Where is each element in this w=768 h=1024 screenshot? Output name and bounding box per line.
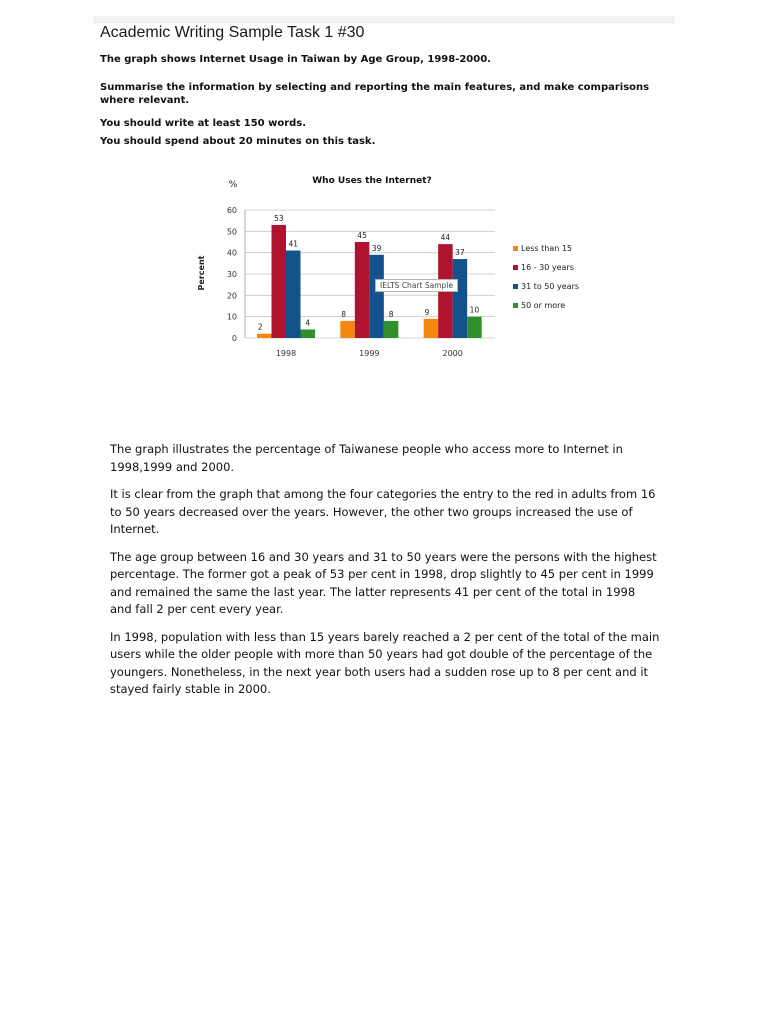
y-tick-label: 40 — [226, 248, 237, 258]
bar — [340, 321, 355, 338]
legend-label: 50 or more — [521, 301, 566, 310]
watermark-label: IELTS Chart Sample — [375, 279, 458, 292]
y-tick-label: 30 — [226, 270, 237, 279]
essay-paragraph: It is clear from the graph that among the four categories the entry to the red in adults from 16 to 50 years decreased over the years. However, the other two groups increased the use of Internet. — [110, 487, 656, 536]
bar — [369, 255, 384, 338]
task-instruction: Summarise the information by selecting and reporting the main features, and make comparisons where relevant. — [100, 82, 650, 106]
y-tick-label: 60 — [226, 206, 237, 215]
y-tick-label: 0 — [231, 334, 237, 343]
bar — [257, 334, 272, 338]
data-label: 44 — [440, 233, 451, 243]
data-label: 10 — [469, 305, 480, 315]
bar — [424, 319, 439, 338]
chart-unit-label: % — [228, 180, 238, 190]
legend-swatch — [513, 246, 518, 251]
legend-item — [513, 277, 603, 296]
essay-paragraph: The age group between 16 and 30 years and 31 to 50 years were the persons with the highest percentage. The former got a peak of 53 per cent in 1998, drop slightly to 45 per cent in 1999 and remained the same the last year. The latter represents 41 per cent of the total in 1998 and fall 2 per cent every year. — [110, 549, 657, 616]
time-limit: You should spend about 20 minutes on this task. — [100, 136, 376, 147]
bar — [467, 317, 482, 338]
data-label: 9 — [424, 307, 430, 317]
internet-usage-chart — [190, 168, 600, 368]
bar — [301, 329, 316, 338]
x-tick-label: 1999 — [359, 349, 380, 358]
legend-item — [513, 239, 603, 258]
legend-label: Less than 15 — [521, 244, 573, 253]
essay-text — [110, 441, 660, 709]
legend-swatch — [513, 303, 518, 308]
y-tick-label: 50 — [226, 227, 237, 237]
top-strip — [93, 16, 675, 23]
bar — [355, 242, 370, 338]
legend-item — [513, 296, 603, 315]
data-label: 2 — [257, 322, 263, 332]
data-label: 53 — [273, 213, 284, 223]
legend-item — [513, 258, 603, 277]
x-tick-label: 1998 — [275, 349, 297, 358]
chart-legend — [513, 239, 603, 315]
legend-swatch — [513, 265, 518, 270]
data-label: 45 — [357, 231, 367, 240]
legend-label: 16 - 30 years — [521, 263, 574, 272]
data-label: 37 — [455, 248, 465, 258]
data-label: 39 — [371, 243, 382, 253]
page-title: Academic Writing Sample Task 1 #30 — [100, 24, 365, 41]
y-tick-label: 20 — [226, 291, 237, 301]
data-label: 8 — [341, 309, 346, 319]
word-limit: You should write at least 150 words. — [100, 118, 307, 129]
legend-label: 31 to 50 years — [521, 282, 580, 291]
data-label: 8 — [388, 309, 394, 319]
data-label: 41 — [288, 239, 299, 249]
bar — [384, 321, 399, 338]
task-description: The graph shows Internet Usage in Taiwan by Age Group, 1998-2000. — [100, 54, 491, 65]
y-axis-label: Percent — [197, 255, 206, 291]
legend-swatch — [513, 284, 518, 289]
x-tick-label: 2000 — [442, 349, 463, 358]
bar — [453, 259, 468, 338]
bar — [286, 251, 301, 338]
bar — [272, 225, 287, 338]
data-label: 4 — [305, 318, 311, 328]
essay-paragraph: The graph illustrates the percentage of Taiwanese people who access more to Internet in 1998,1999 and 2000. — [110, 442, 623, 474]
essay-paragraph: In 1998, population with less than 15 years barely reached a 2 per cent of the total of the main users while the older people with more than 50 years had got double of the percentage of the youngers. Nonetheless, in the next year both users had a sudden rose up to 8 per cent and it stayed fairly stable in 2000. — [110, 629, 660, 696]
chart-title: Who Uses the Internet? — [312, 176, 432, 186]
y-tick-label: 10 — [226, 312, 237, 322]
